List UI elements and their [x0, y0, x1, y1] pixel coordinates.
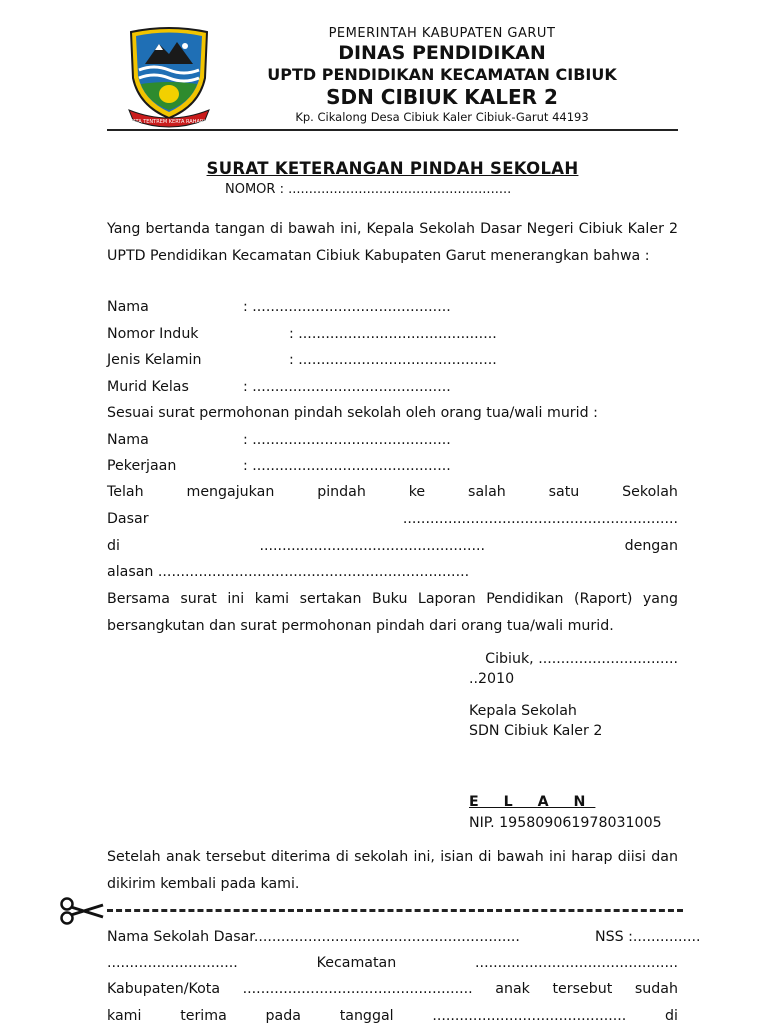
return-row4-word: pada [265, 1008, 301, 1024]
closing-paragraph: Bersama surat ini kami sertakan Buku Laporan Pendidikan (Raport) yang bersangkutan dan surat permohonan pindah dari orang tua/wali murid. [107, 591, 678, 634]
signature-year: ..2010 [469, 671, 515, 687]
return-row-3 [107, 981, 678, 997]
transfer-line-1 [107, 484, 678, 500]
student-gender-label: Jenis Kelamin [107, 352, 202, 368]
transfer-word: Telah [107, 484, 144, 500]
transfer-word: ke [408, 484, 426, 500]
transfer-word: pindah [317, 484, 366, 500]
government-line: PEMERINTAH KABUPATEN GARUT [328, 26, 556, 41]
student-gender-value: : ............................................ [289, 352, 497, 368]
return-row4-word: terima [180, 1008, 227, 1024]
transfer-word: satu [548, 484, 580, 500]
agency-line: DINAS PENDIDIKAN [338, 42, 546, 64]
return-row-4 [107, 1008, 678, 1024]
signature-place [469, 649, 678, 689]
return-row4-word: kami [107, 1008, 142, 1024]
document-title: SURAT KETERANGAN PINDAH SEKOLAH [206, 159, 579, 178]
scissors-icon [59, 897, 105, 925]
cut-line [107, 909, 683, 912]
return-row3-word: Kabupaten/Kota [107, 981, 221, 997]
letterhead-divider [107, 129, 678, 131]
return-row3-word: ................................................... [242, 981, 473, 997]
signature-role-line1: Kepala Sekolah [469, 703, 577, 719]
reason-line: alasan ..................................................................... [107, 564, 470, 580]
letter-number: NOMOR : ...................................................... [225, 182, 512, 197]
student-number-value: : ............................................ [289, 326, 497, 342]
return-nss: NSS :............... [595, 929, 701, 945]
signature-date: Cibiuk, ............................... [485, 651, 678, 667]
reason-connector: dengan [624, 538, 678, 554]
return-district-label: Kecamatan [316, 955, 397, 971]
student-number-label: Nomor Induk [107, 326, 199, 342]
parent-job-label: Pekerjaan [107, 458, 177, 474]
location-value: .................................................. [259, 538, 486, 554]
parent-name-label: Nama [107, 432, 149, 448]
logo-motto: TATA TENTREM KERTA RAHARJA [129, 119, 209, 125]
student-name-value: : ............................................ [243, 299, 451, 315]
parent-name-value: : ............................................ [243, 432, 451, 448]
parent-job-value: : ............................................ [243, 458, 451, 474]
letter-page [107, 0, 701, 1024]
parent-intro: Sesuai surat permohonan pindah sekolah oleh orang tua/wali murid : [107, 405, 598, 421]
signature-role [469, 701, 602, 741]
regency-coat-of-arms-icon [125, 26, 213, 130]
student-name-label: Nama [107, 299, 149, 315]
return-school-name: Nama Sekolah Dasar........................................................... [107, 929, 520, 945]
transfer-word: Sekolah [622, 484, 678, 500]
school-address: Kp. Cikalong Desa Cibiuk Kaler Cibiuk-Garut 44193 [295, 110, 589, 124]
signature-role-line2: SDN Cibiuk Kaler 2 [469, 723, 603, 739]
letterhead [247, 26, 637, 125]
intro-paragraph: Yang bertanda tangan di bawah ini, Kepala Sekolah Dasar Negeri Cibiuk Kaler 2 UPTD Pendidikan Kecamatan Cibiuk Kabupaten Garut menerangkan bahwa : [107, 221, 678, 264]
return-row3-word: tersebut [552, 981, 613, 997]
return-row3-word: sudah [634, 981, 678, 997]
transfer-word: salah [468, 484, 506, 500]
return-row2-dots: ............................. [107, 955, 238, 971]
signatory-nip: NIP. 195809061978031005 [469, 815, 662, 831]
return-district-value: ............................................. [475, 955, 678, 971]
student-class-label: Murid Kelas [107, 379, 189, 395]
return-row4-word: tanggal [339, 1008, 394, 1024]
return-row-2 [107, 955, 678, 971]
after-note: Setelah anak tersebut diterima di sekolah ini, isian di bawah ini harap diisi dan dikirim kembali pada kami. [107, 849, 678, 892]
destination-school-value: ............................................................. [402, 511, 678, 527]
school-name: SDN CIBIUK KALER 2 [326, 85, 558, 109]
transfer-line-3 [107, 538, 678, 554]
student-class-value: : ............................................ [243, 379, 451, 395]
return-row3-word: anak [495, 981, 530, 997]
transfer-word: mengajukan [186, 484, 275, 500]
return-row4-word: di [665, 1008, 678, 1024]
uptd-line: UPTD PENDIDIKAN KECAMATAN CIBIUK [267, 65, 617, 84]
return-row4-word: ........................................... [432, 1008, 627, 1024]
school-type-label: Dasar [107, 511, 149, 527]
location-label: di [107, 538, 120, 554]
transfer-line-2 [107, 511, 678, 527]
signatory-name: E L A N [469, 794, 596, 810]
